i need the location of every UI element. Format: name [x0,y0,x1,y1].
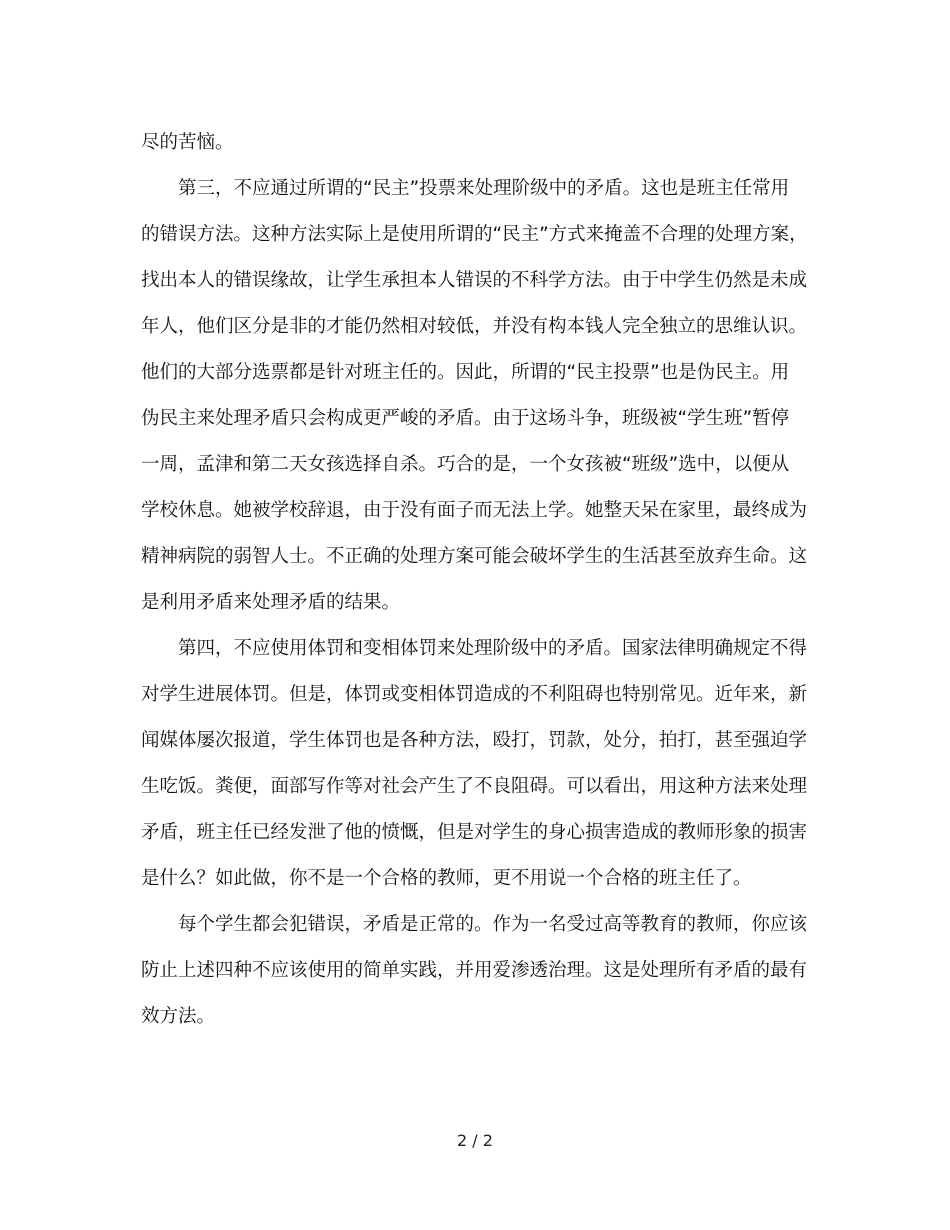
paragraph-start-line: 每个学生都会犯错误，矛盾是正常的。作为一名受过高等教育的教师，你应该 [178,914,808,935]
text-line: 矛盾，班主任已经发泄了他的愤慨，但是对学生的身心损害造成的教师形象的损害 [141,822,808,843]
page-number: 2 / 2 [457,1131,493,1150]
text-line: 伪民主来处理矛盾只会构成更严峻的矛盾。由于这场斗争，班级被“学生班”暂停 [141,408,790,429]
text-line: 闻媒体屡次报道，学生体罚也是各种方法，殴打，罚款，处分，拍打，甚至强迫学 [141,730,808,751]
paragraph-start-line: 第四，不应使用体罚和变相体罚来处理阶级中的矛盾。国家法律明确规定不得 [178,638,808,659]
text-line: 他们的大部分选票都是针对班主任的。因此，所谓的“民主投票”也是伪民主。用 [141,362,790,383]
text-line: 生吃饭。粪便，面部写作等对社会产生了不良阻碍。可以看出，用这种方法来处理 [141,776,808,797]
text-line: 效方法。 [141,1006,216,1027]
text-line: 精神病院的弱智人士。不正确的处理方案可能会破坏学生的生活甚至放弃生命。这 [141,546,808,567]
text-line: 是利用矛盾来处理矛盾的结果。 [141,592,401,613]
text-line: 找出本人的错误缘故，让学生承担本人错误的不科学方法。由于中学生仍然是未成 [141,270,808,291]
text-line: 年人，他们区分是非的才能仍然相对较低，并没有构本钱人完全独立的思维认识。 [141,316,808,337]
paragraph-start-line: 第三，不应通过所谓的“民主”投票来处理阶级中的矛盾。这也是班主任常用 [178,178,790,199]
text-line: 对学生进展体罚。但是，体罚或变相体罚造成的不利阻碍也特别常见。近年来，新 [141,684,808,705]
text-line: 是什么？如此做，你不是一个合格的教师，更不用说一个合格的班主任了。 [141,868,752,889]
text-line: 一周，孟津和第二天女孩选择自杀。巧合的是，一个女孩被“班级”选中，以便从 [141,454,790,475]
text-line: 的错误方法。这种方法实际上是使用所谓的“民主”方式来掩盖不合理的处理方案， [141,224,808,245]
text-line: 尽的苦恼。 [141,132,234,153]
text-line: 防止上述四种不应该使用的简单实践，并用爱渗透治理。这是处理所有矛盾的最有 [141,960,808,981]
text-line: 学校休息。她被学校辞退，由于没有面子而无法上学。她整天呆在家里，最终成为 [141,500,808,521]
